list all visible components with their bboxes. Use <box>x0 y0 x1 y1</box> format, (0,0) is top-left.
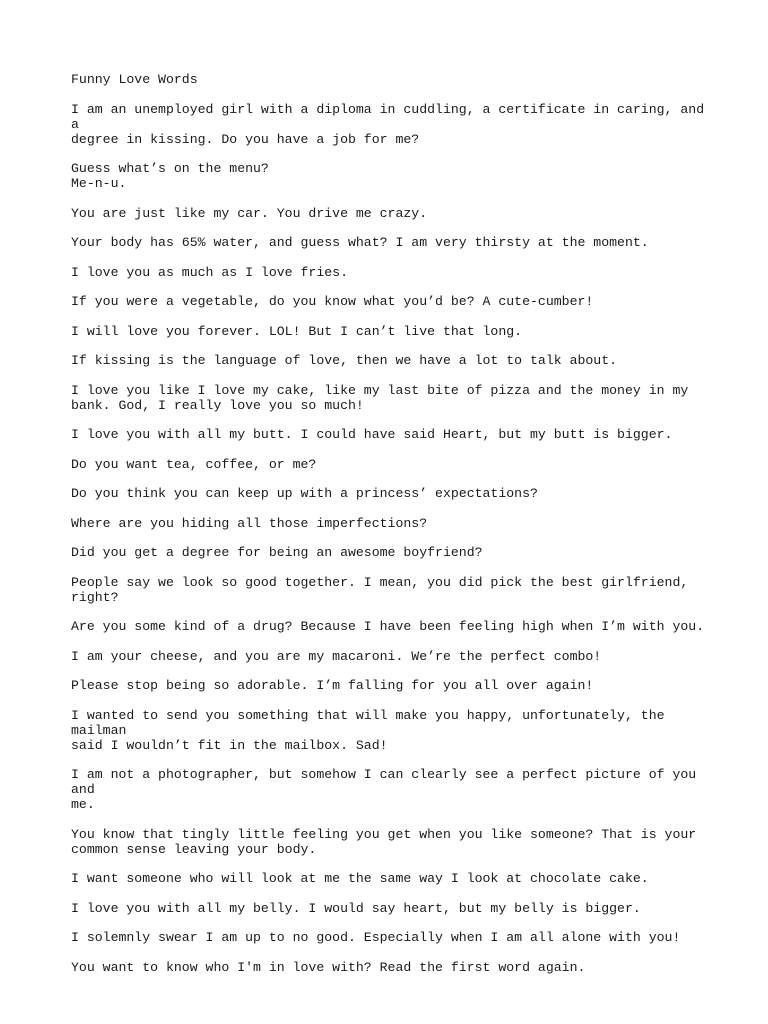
document-page <box>71 72 711 989</box>
paragraph-line: If kissing is the language of love, then we have a lot to talk about. <box>71 353 618 368</box>
paragraph-line: I am not a photographer, but somehow I can clearly see a perfect picture of you and <box>71 767 697 797</box>
paragraph-line: I solemnly swear I am up to no good. Especially when I am all alone with you! <box>71 930 681 945</box>
paragraph-line: If you were a vegetable, do you know what you’d be? A cute-cumber! <box>71 294 594 309</box>
paragraph <box>71 708 711 753</box>
paragraph <box>71 457 711 472</box>
paragraph-line: bank. God, I really love you so much! <box>71 397 364 413</box>
paragraph-line: People say we look so good together. I mean, you did pick the best girlfriend, <box>71 574 689 590</box>
paragraph-line: Did you get a degree for being an awesome boyfriend? <box>71 545 483 560</box>
paragraph-line: I love you like I love my cake, like my last bite of pizza and the money in my <box>71 382 689 398</box>
paragraph-line: You know that tingly little feeling you get when you like someone? That is your <box>71 826 697 842</box>
paragraph-line: I am your cheese, and you are my macaroni. We’re the perfect combo! <box>71 648 602 664</box>
paragraph-line: Me-n-u. <box>71 176 127 191</box>
paragraph-line: I want someone who will look at me the same way I look at chocolate cake. <box>71 871 649 886</box>
paragraph-list <box>71 102 711 975</box>
paragraph <box>71 294 711 309</box>
paragraph-line: Where are you hiding all those imperfections? <box>71 515 428 531</box>
paragraph <box>71 827 711 857</box>
paragraph <box>71 678 711 693</box>
paragraph <box>71 960 711 975</box>
paragraph <box>71 324 711 339</box>
paragraph-line: I love you with all my belly. I would say heart, but my belly is bigger. <box>71 900 641 916</box>
paragraph-line: Do you want tea, coffee, or me? <box>71 456 317 472</box>
paragraph <box>71 575 711 605</box>
paragraph-line: You want to know who I'm in love with? Read the first word again. <box>71 959 586 975</box>
paragraph-line: I love you with all my butt. I could have said Heart, but my butt is bigger. <box>71 427 673 442</box>
paragraph <box>71 102 711 147</box>
paragraph <box>71 871 711 886</box>
paragraph-line: said I wouldn’t fit in the mailbox. Sad! <box>71 737 388 753</box>
paragraph-line: common sense leaving your body. <box>71 841 317 857</box>
paragraph <box>71 516 711 531</box>
paragraph-line: degree in kissing. Do you have a job for me? <box>71 131 420 147</box>
paragraph-line: Please stop being so adorable. I’m falling for you all over again! <box>71 678 594 693</box>
paragraph <box>71 619 711 634</box>
paragraph-line: me. <box>71 797 95 812</box>
paragraph <box>71 545 711 560</box>
paragraph-line: You are just like my car. You drive me crazy. <box>71 205 428 221</box>
paragraph-line: I wanted to send you something that will make you happy, unfortunately, the mailman <box>71 707 665 738</box>
paragraph-line: Guess what’s on the menu? <box>71 161 269 176</box>
paragraph <box>71 649 711 664</box>
paragraph-line: Are you some kind of a drug? Because I have been feeling high when I’m with you. <box>71 619 705 634</box>
paragraph-line: I love you as much as I love fries. <box>71 264 348 280</box>
paragraph <box>71 383 711 413</box>
paragraph-line: Do you think you can keep up with a princess’ expectations? <box>71 486 538 501</box>
paragraph <box>71 901 711 916</box>
paragraph-line: I will love you forever. LOL! But I can’t live that long. <box>71 323 523 339</box>
document-title: Funny Love Words <box>71 72 198 87</box>
paragraph <box>71 427 711 442</box>
paragraph <box>71 486 711 501</box>
paragraph-line: right? <box>71 589 119 605</box>
paragraph <box>71 353 711 368</box>
paragraph <box>71 767 711 812</box>
paragraph-line: I am an unemployed girl with a diploma in cuddling, a certificate in caring, and a <box>71 101 705 132</box>
paragraph <box>71 206 711 221</box>
paragraph <box>71 161 711 191</box>
paragraph <box>71 930 711 945</box>
paragraph <box>71 235 711 250</box>
paragraph <box>71 265 711 280</box>
paragraph-line: Your body has 65% water, and guess what? I am very thirsty at the moment. <box>71 235 649 250</box>
